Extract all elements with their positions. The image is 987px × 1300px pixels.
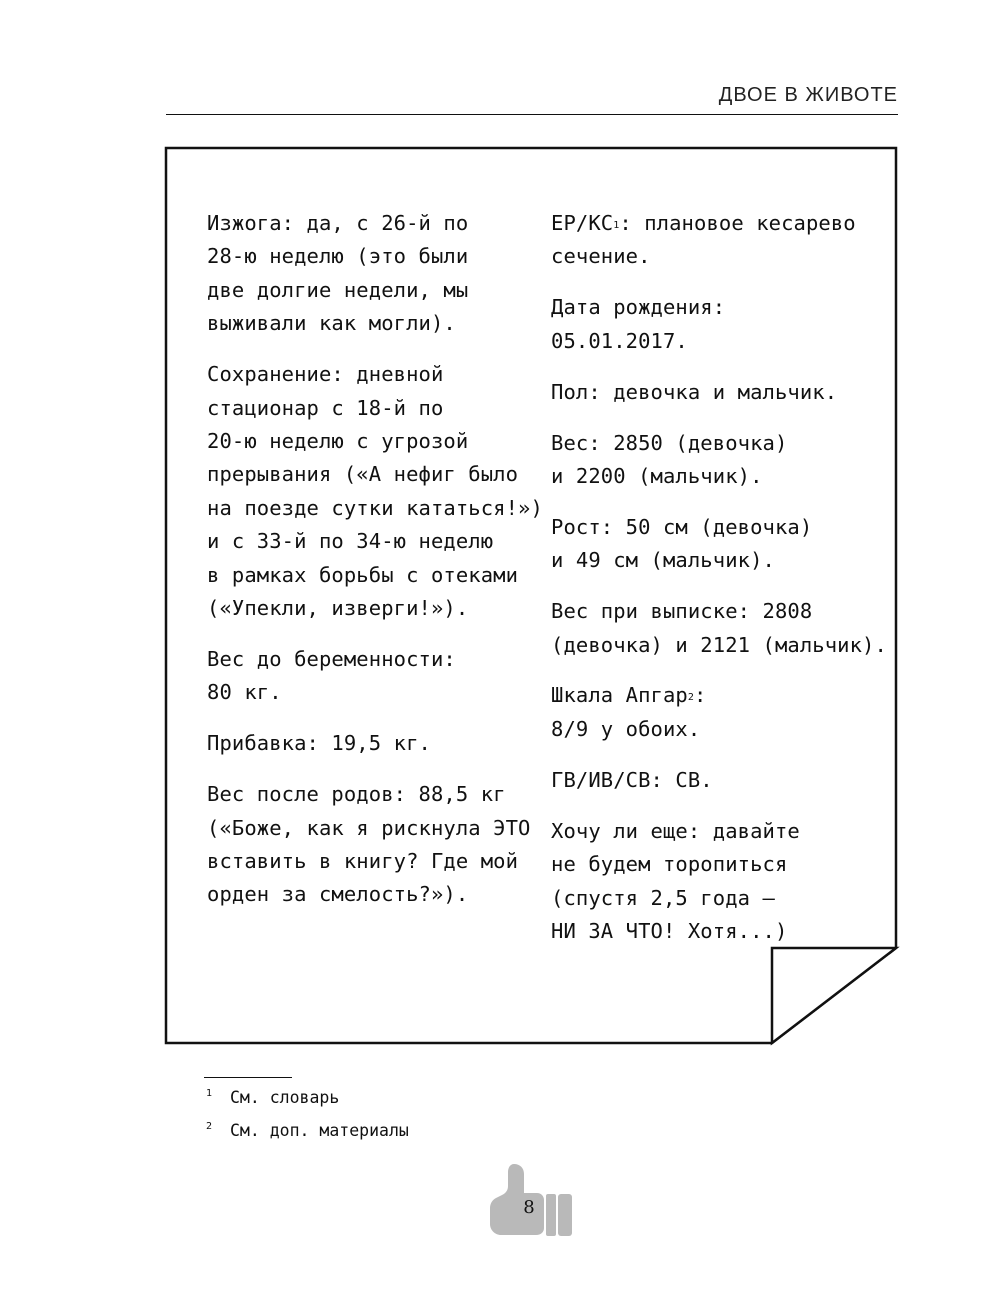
discharge-weight-entry: Вес при выписке: 2808 (девочка) и 2121 (мальчик). — [551, 599, 887, 657]
more-kids-entry: Хочу ли еще: давайте не будем торопиться (спустя 2,5 года — НИ ЗА ЧТО! Хотя...) — [551, 818, 800, 943]
weight-gain-entry: Прибавка: 19,5 кг. — [207, 731, 431, 756]
height-entry: Рост: 50 см (девочка) и 49 см (мальчик). — [551, 514, 813, 573]
page-number: 8 — [523, 1197, 535, 1218]
weight-before-entry: Вес до беременности: 80 кг. — [207, 646, 456, 705]
footnote-1: 1 См. словарь — [206, 1088, 340, 1107]
birth-weight-entry: Вес: 2850 (девочка) и 2200 (мальчик). — [551, 430, 788, 488]
weight-after-entry: Вес после родов: 88,5 кг («Боже, как я рискнула ЭТО вставить в книгу? Где мой орден за смелость?»). — [207, 782, 531, 907]
right-column — [551, 207, 887, 966]
birth-date-entry: Дата рождения: 05.01.2017. — [551, 295, 726, 353]
footnote-ref-1: 1 — [613, 220, 620, 231]
hospital-entry: Сохранение: дневной стационар с 18-й по 20-ю неделю с угрозой прерывания («А нефиг было на поезде сутки кататься!») и с 33-й по 34-ю неделю в рамках борьбы с отеками («Упекли, изверги!»). — [207, 362, 543, 620]
footnote-ref-2: 2 — [687, 692, 694, 704]
footnote-2: 2 См. доп. материалы — [206, 1121, 409, 1140]
sex-entry: Пол: девочка и мальчик. — [551, 379, 838, 404]
left-column — [207, 207, 543, 929]
delivery-entry: $ЕР/КС^1$: плановое кесарево сечение. — [551, 211, 856, 269]
running-head: ДВОЕ В ЖИВОТЕ — [718, 84, 898, 106]
apgar-entry: Шкала Апгар$^2$: 8/9 у обоих. — [551, 683, 707, 741]
feeding-entry: ГВ/ИВ/СВ: СВ. — [551, 767, 713, 792]
footnote-rule — [204, 1077, 292, 1078]
heartburn-entry: Изжога: да, с 26-й по 28-ю неделю (это были две долгие недели, мы выживали как могли). — [207, 211, 469, 336]
